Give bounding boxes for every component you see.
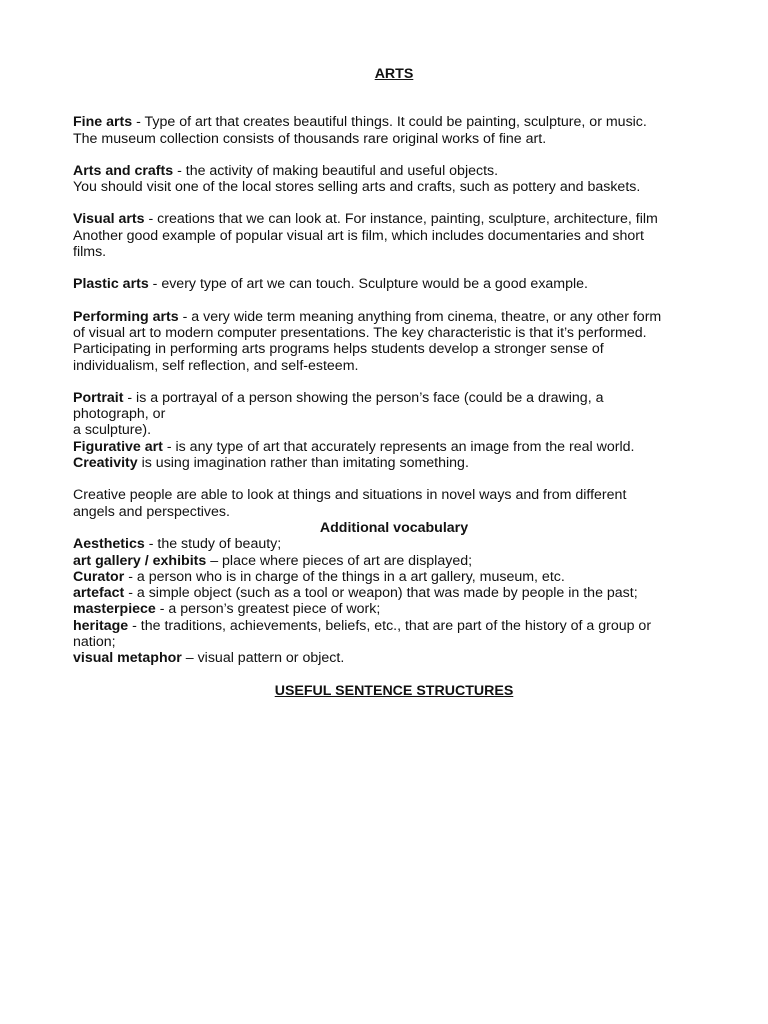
entry-example: films. (73, 244, 107, 261)
vocabulary-definition: - a simple object (such as a tool or weapon) that was made by people in the past; (124, 585, 638, 602)
entry-definition: photograph, or (73, 406, 166, 423)
vocabulary-definition: - the traditions, achievements, beliefs, etc., that are part of the history of a group or (128, 617, 652, 634)
entry-definition: - Type of art that creates beautiful things. It could be painting, sculpture, or music. (132, 114, 647, 131)
entry-definition: - the activity of making beautiful and useful objects. (173, 162, 499, 179)
entry-term: Plastic arts (73, 276, 149, 293)
vocabulary-definition: - the study of beauty; (144, 536, 282, 553)
entry-fine-arts (73, 114, 695, 147)
entry-example: individualism, self reflection, and self-esteem. (73, 357, 359, 374)
entry-definition-line (73, 163, 695, 179)
vocabulary-definition: – place where pieces of art are displayed; (206, 552, 473, 569)
useful-sentence-structures-heading: USEFUL SENTENCE STRUCTURES (274, 682, 514, 699)
entry-performing-arts (73, 309, 695, 374)
paragraph-line: Creative people are able to look at things and situations in novel ways and from different (73, 487, 627, 504)
entry-definition: of visual art to modern computer presentations. The key characteristic is that it’s performed. (73, 324, 647, 341)
vocabulary-term: visual metaphor (73, 650, 182, 667)
creative-people-paragraph (73, 487, 695, 520)
entry-definition-line (73, 455, 695, 471)
entry-plastic-arts (73, 276, 695, 292)
page-title: ARTS (374, 66, 414, 82)
entry-figurative-art (73, 439, 695, 455)
entry-definition: - is a portrayal of a person showing the person’s face (could be a drawing, a (123, 389, 604, 406)
entry-term: Performing arts (73, 308, 179, 325)
document-page (73, 66, 695, 699)
vocabulary-item (73, 618, 695, 634)
vocabulary-definition: – visual pattern or object. (181, 650, 345, 667)
entry-term: Visual arts (73, 211, 145, 228)
vocabulary-definition: - a person’s greatest piece of work; (155, 601, 381, 618)
vocabulary-item (73, 650, 695, 666)
vocabulary-term: masterpiece (73, 601, 156, 618)
entry-term: Figurative art (73, 438, 163, 455)
entry-definition: - a very wide term meaning anything from cinema, theatre, or any other form (178, 308, 662, 325)
entry-term: Creativity (73, 455, 138, 472)
vocabulary-term: Aesthetics (73, 536, 145, 553)
entry-definition: is using imagination rather than imitating something. (137, 455, 469, 472)
entry-definition-line (73, 439, 695, 455)
vocabulary-term: heritage (73, 617, 129, 634)
entry-example: The museum collection consists of thousands rare original works of fine art. (73, 130, 547, 147)
vocabulary-term: art gallery / exhibits (73, 552, 207, 569)
vocabulary-term: artefact (73, 585, 125, 602)
additional-vocabulary-heading: Additional vocabulary (319, 519, 469, 536)
vocabulary-definition: - a person who is in charge of the things in a art gallery, museum, etc. (124, 568, 565, 585)
entry-example: You should visit one of the local stores selling arts and crafts, such as pottery and baskets. (73, 179, 641, 196)
entry-definition: - every type of art we can touch. Sculpture would be a good example. (148, 276, 588, 293)
vocabulary-item (73, 553, 695, 569)
entry-creativity (73, 455, 695, 471)
vocabulary-term: Curator (73, 568, 125, 585)
entry-arts-and-crafts (73, 163, 695, 196)
vocabulary-list (73, 536, 695, 666)
entry-definition-line (73, 114, 695, 130)
entry-definition-line (73, 390, 695, 406)
entry-portrait (73, 390, 695, 439)
entry-definition: a sculpture). (73, 422, 152, 439)
entry-example: Participating in performing arts programs helps students develop a stronger sense of (73, 341, 604, 358)
paragraph-line: angels and perspectives. (73, 503, 230, 520)
entry-term: Arts and crafts (73, 162, 174, 179)
entry-term: Fine arts (73, 114, 133, 131)
entry-definition-line (73, 309, 695, 325)
vocabulary-item (73, 634, 695, 650)
vocabulary-item (73, 569, 695, 585)
entry-definition-line (73, 276, 695, 292)
vocabulary-item (73, 601, 695, 617)
vocabulary-item (73, 585, 695, 601)
entry-visual-arts (73, 211, 695, 260)
entry-definition: - creations that we can look at. For instance, painting, sculpture, architecture, film (144, 211, 658, 228)
vocabulary-item (73, 536, 695, 552)
entry-term: Portrait (73, 389, 124, 406)
entry-definition-line (73, 211, 695, 227)
entry-definition: - is any type of art that accurately represents an image from the real world. (162, 438, 635, 455)
entry-example: Another good example of popular visual art is film, which includes documentaries and short (73, 227, 644, 244)
vocabulary-definition: nation; (73, 634, 116, 651)
